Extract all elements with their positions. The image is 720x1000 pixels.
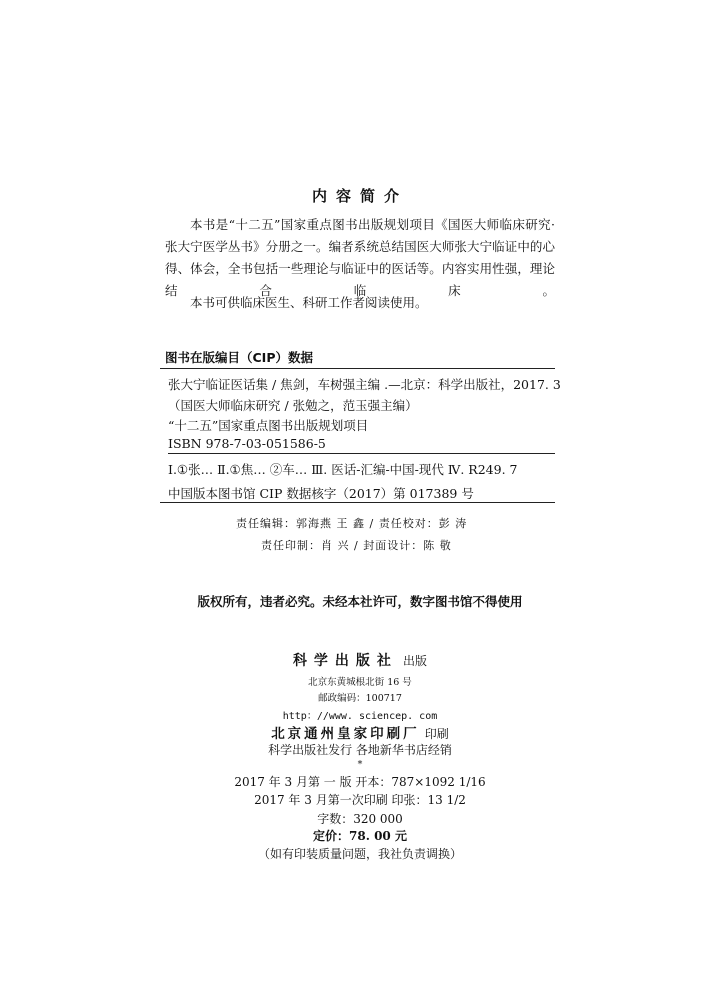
credits-line-1: 责任编辑：郭海燕 王 鑫 / 责任校对：彭 涛 — [236, 517, 468, 530]
summary-paragraph-2: 本书可供临床医生、科研工作者阅读使用。 — [190, 295, 428, 310]
cip-bottom-rule — [160, 502, 555, 503]
edition-line: 2017 年 3 月第 一 版 开本：787×1092 1/16 — [234, 775, 486, 789]
publisher-website: http：//www. sciencep. com — [282, 711, 438, 722]
summary-title: 内容简介 — [311, 187, 408, 205]
separator-star: * — [357, 759, 363, 770]
cip-line-1: 张大宁临证医话集 / 焦剑，车树强主编 .—北京：科学出版社，2017. 3 — [168, 377, 561, 392]
publisher-suffix: 出版 — [403, 654, 428, 668]
cip-line-4: ISBN 978-7-03-051586-5 — [168, 436, 326, 451]
printer-line — [0, 722, 720, 742]
publisher-postcode: 邮政编码：100717 — [318, 693, 402, 704]
cip-line-5: Ⅰ.①张… Ⅱ.①焦… ②车… Ⅲ. 医话-汇编-中国-现代 Ⅳ. R249. 7 — [168, 462, 518, 477]
cip-middle-rule — [168, 453, 555, 454]
publisher-line — [0, 650, 720, 670]
summary-paragraph-1: 本书是“十二五”国家重点图书出版规划项目《国医大师临床研究·张大宁医学丛书》分册之一。编者系统总结国医大师张大宁临证中的心得、体会，全书包括一些理论与临证中的医话等。内容实用性强，理论结合临床。 — [165, 217, 555, 298]
cip-top-rule — [160, 368, 555, 369]
cip-line-2: （国医大师临床研究 / 张勉之，范玉强主编） — [168, 398, 418, 413]
price: 定价：78. 00 元 — [313, 829, 407, 843]
rights-notice: 版权所有，违者必究。未经本社许可，数字图书馆不得使用 — [197, 594, 523, 609]
distribution-line: 科学出版社发行 各地新华书店经销 — [268, 743, 452, 757]
publisher-logo: 科学出版社 — [292, 653, 398, 669]
word-count: 字数：320 000 — [317, 812, 403, 826]
publisher-address: 北京东黄城根北街 16 号 — [308, 677, 412, 688]
printer-logo: 北京通州皇家印刷厂 — [271, 726, 420, 742]
printing-line: 2017 年 3 月第一次印刷 印张：13 1/2 — [254, 793, 466, 807]
cip-line-3: “十二五”国家重点图书出版规划项目 — [168, 418, 369, 433]
printer-suffix: 印刷 — [424, 727, 449, 741]
cip-heading: 图书在版编目（CIP）数据 — [165, 350, 313, 365]
credits-line-2: 责任印制：肖 兴 / 封面设计：陈 敬 — [261, 539, 452, 552]
quality-note: （如有印装质量问题，我社负责调换） — [257, 847, 462, 861]
cip-line-6: 中国版本图书馆 CIP 数据核字（2017）第 017389 号 — [168, 486, 474, 501]
